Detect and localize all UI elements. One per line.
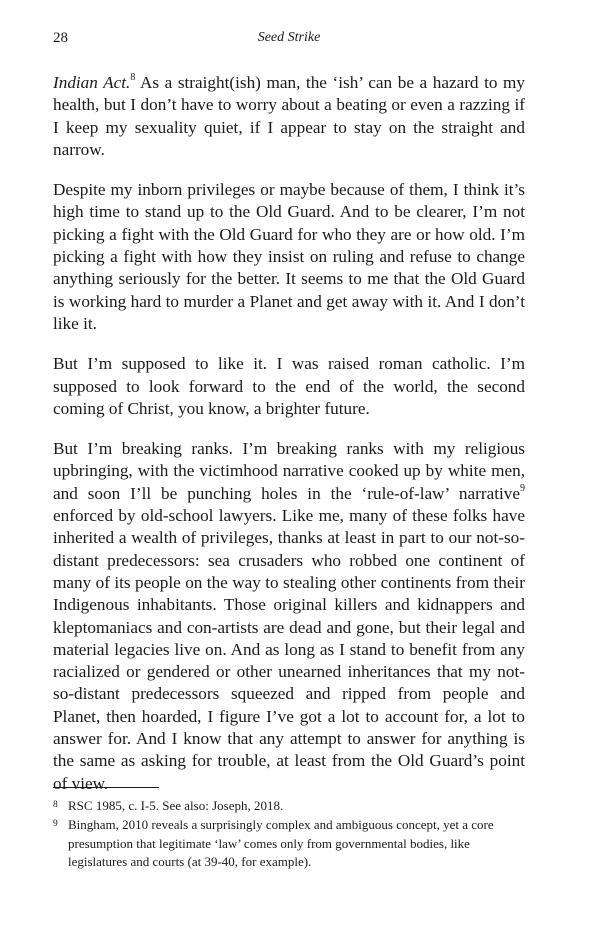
footnote-divider (53, 787, 159, 788)
italic-lead: Indian Act. (53, 73, 131, 92)
footnote-text: RSC 1985, c. I-5. See also: Joseph, 2018. (68, 798, 284, 813)
paragraph-text-continued: enforced by old-school lawyers. Like me, many of these folks have inherited a wealth of privileges, thanks at least in part to our not-so-distant predecessors: sea crusaders who robbed one continent of many of its people on the way to stealing other continents from their Indigenous inhabitants. Those original killers and kidnappers and kleptomaniacs and con-artists are dead and gone, but their legal and material legacies live on. And as long as I stand to benefit from any racialized or gendered or other unearned inheritances that my not-so-distant predecessors squeezed and ripped from people and Planet, then hoarded, I figure I’ve got a lot to account for, a lot to answer for. And I know that any attempt to answer for anything is the same as asking for trouble, at least from the Old Guard’s point of view. (53, 506, 525, 793)
paragraph-4 (53, 438, 525, 795)
footnote-ref-9[interactable]: 9 (520, 483, 525, 495)
paragraph-text: But I’m breaking ranks. I’m breaking ranks with my religious upbringing, with the victimhood narrative cooked up by white men, and soon I’ll be punching holes in the ‘rule-of-law’ narrative (53, 439, 525, 503)
paragraph-2 (53, 179, 525, 335)
paragraph-text: As a straight(ish) man, the ‘ish’ can be a hazard to my health, but I don’t have to worry about a beating or even a razzing if I keep my sexuality quiet, if I appear to stay on the straight and narrow. (53, 73, 525, 159)
footnotes (53, 797, 525, 872)
paragraph-3 (53, 353, 525, 420)
footnote-number: 9 (53, 819, 58, 830)
page-header (53, 30, 525, 50)
footnote-text: Bingham, 2010 reveals a surprisingly complex and ambiguous concept, yet a core presumption that legitimate ‘law’ comes only from governmental bodies, like legislatures and courts (at 39-40, for example). (68, 817, 494, 869)
footnote-number: 8 (53, 800, 58, 810)
footnote-9 (53, 816, 525, 871)
paragraph-1 (53, 72, 525, 161)
paragraph-text: But I’m supposed to like it. I was raised roman catholic. I’m supposed to look forward to the end of the world, the second coming of Christ, you know, a brighter future. (53, 354, 525, 418)
footnote-8 (53, 797, 525, 815)
footnote-ref-8[interactable]: 8 (130, 72, 136, 84)
paragraph-text: Despite my inborn privileges or maybe because of them, I think it’s high time to stand up to the Old Guard. And to be clearer, I’m not picking a fight with the Old Guard for who they are or how old. I’m picking a fight with how they insist on ruling and refuse to change anything seriously for the better. It seems to me that the Old Guard is working hard to murder a Planet and get away with it. And I don’t like it. (53, 180, 525, 333)
page-number: 28 (53, 30, 68, 46)
running-title: Seed Strike (257, 30, 321, 45)
body-text (53, 72, 525, 813)
